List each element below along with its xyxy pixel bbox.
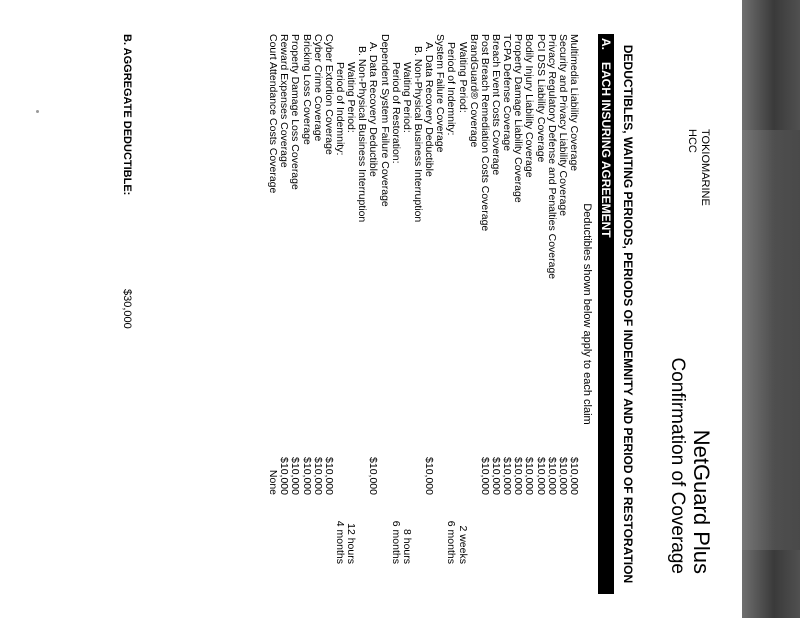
deductible-value: $10,000 xyxy=(534,457,547,495)
period-value: 6 months xyxy=(389,520,402,564)
band-text: EACH INSURING AGREEMENT xyxy=(599,62,613,238)
coverage-label: Property Damage Loss Coverage xyxy=(289,34,302,190)
aggregate-deductible-row xyxy=(119,34,133,594)
coverage-label: Reward Expenses Coverage xyxy=(278,34,291,168)
table-row xyxy=(490,34,501,594)
table-row xyxy=(434,34,445,594)
coverage-label: A. Data Recovery Deductible xyxy=(367,42,380,177)
deductible-value: None xyxy=(267,469,280,495)
period-value: 8 hours xyxy=(400,528,413,564)
table-row xyxy=(557,34,568,594)
document-title-block xyxy=(665,358,713,575)
deductible-value: $10,000 xyxy=(490,457,503,495)
deductible-value: $10,000 xyxy=(367,457,380,495)
coverage-label: Cyber Extortion Coverage xyxy=(322,34,335,155)
coverage-label: System Failure Coverage xyxy=(434,34,447,153)
coverage-label: Period of Indemnity: xyxy=(445,42,458,136)
document-header xyxy=(645,34,735,594)
table-row xyxy=(267,34,278,594)
coverage-label: Bricking Loss Coverage xyxy=(300,34,313,145)
coverage-label: Privacy Regulatory Defense and Penalties Coverage xyxy=(545,34,558,280)
table-row xyxy=(456,34,467,594)
table-row xyxy=(289,34,300,594)
company-line-2: HCC xyxy=(686,129,698,153)
coverage-label: B. Non-Physical Business Interruption xyxy=(356,46,369,223)
period-value: 4 months xyxy=(334,520,347,564)
table-row xyxy=(479,34,490,594)
coverage-label: Period of Indemnity: xyxy=(334,62,347,156)
deductible-value: $10,000 xyxy=(568,457,580,495)
table-row xyxy=(501,34,512,594)
deductible-value: $10,000 xyxy=(300,457,313,495)
coverage-label: A. Data Recovery Deductible xyxy=(423,42,436,177)
deductible-value: $10,000 xyxy=(311,457,324,495)
coverage-label: Multimedia Liability Coverage xyxy=(568,34,580,172)
section-title: DEDUCTIBLES, WAITING PERIODS, PERIODS OF INDEMNITY AND PERIOD OF RESTORATION xyxy=(621,44,635,584)
table-row xyxy=(568,34,579,594)
scan-shadow-band xyxy=(742,130,800,550)
coverage-label: Dependent System Failure Coverage xyxy=(378,34,391,207)
coverage-label: Property Damage Liability Coverage xyxy=(512,34,525,203)
table-row xyxy=(356,34,367,594)
coverage-label: Bodily Injury Liability Coverage xyxy=(523,34,536,178)
table-row xyxy=(345,34,356,594)
coverage-label: Waiting Period: xyxy=(345,62,358,133)
document-subtitle: Confirmation of Coverage xyxy=(667,357,688,574)
aggregate-value: $30,000 xyxy=(121,289,133,329)
coverage-label: PCI DSS Liability Coverage xyxy=(534,34,547,163)
coverage-label: Cyber Crime Coverage xyxy=(311,34,324,142)
period-value: 6 months xyxy=(445,520,458,564)
table-row xyxy=(412,34,423,594)
table-row xyxy=(546,34,557,594)
coverage-label: BrandGuard® Coverage xyxy=(467,34,480,148)
table-row xyxy=(367,34,378,594)
deductible-value: $10,000 xyxy=(423,457,436,495)
company-line-1: TOKIOMARINE xyxy=(699,129,711,206)
table-row xyxy=(300,34,311,594)
table-row xyxy=(278,34,289,594)
company-logo-text xyxy=(685,129,711,206)
table-row xyxy=(445,34,456,594)
coverage-label: TCPA Defense Coverage xyxy=(501,34,514,152)
coverage-label: Court Attendance Costs Coverage xyxy=(267,34,280,194)
deductible-value: $10,000 xyxy=(545,457,558,495)
coverage-label: Post Breach Remediation Costs Coverage xyxy=(478,34,491,232)
deductible-value: $10,000 xyxy=(523,457,536,495)
table-row xyxy=(312,34,323,594)
deductible-value: $10,000 xyxy=(512,457,525,495)
coverage-table xyxy=(267,34,579,594)
coverage-label: Period of Restoration: xyxy=(389,62,402,164)
band-letter: A. xyxy=(599,38,613,50)
deductible-value: $10,000 xyxy=(478,457,491,495)
coverage-label: Waiting Period: xyxy=(456,42,469,113)
coverage-label: Security and Privacy Liability Coverage xyxy=(556,34,569,217)
deductible-note: Deductibles shown below apply to each claim xyxy=(581,203,593,425)
coverage-label: Waiting Period: xyxy=(400,62,413,133)
period-value: 12 hours xyxy=(345,523,358,564)
deductible-value: $10,000 xyxy=(278,457,291,495)
table-row xyxy=(323,34,334,594)
document-title: NetGuard Plus xyxy=(689,429,714,574)
table-row xyxy=(334,34,345,594)
insuring-agreement-band xyxy=(598,34,614,594)
period-value: 2 weeks xyxy=(456,525,469,564)
deductible-value: $10,000 xyxy=(501,457,514,495)
deductible-value: $10,000 xyxy=(322,457,335,495)
coverage-label: Breach Event Costs Coverage xyxy=(490,34,503,176)
table-row xyxy=(423,34,434,594)
deductible-value: $10,000 xyxy=(289,457,302,495)
table-row xyxy=(523,34,534,594)
table-row xyxy=(401,34,412,594)
scan-speck xyxy=(36,110,39,113)
table-row xyxy=(512,34,523,594)
table-row xyxy=(378,34,389,594)
rotated-document-page xyxy=(55,34,745,594)
aggregate-label: B. AGGREGATE DEDUCTIBLE: xyxy=(121,34,133,196)
deductible-value: $10,000 xyxy=(556,457,569,495)
table-row xyxy=(468,34,479,594)
table-row xyxy=(534,34,545,594)
table-row xyxy=(390,34,401,594)
coverage-label: B. Non-Physical Business Interruption xyxy=(412,46,425,223)
